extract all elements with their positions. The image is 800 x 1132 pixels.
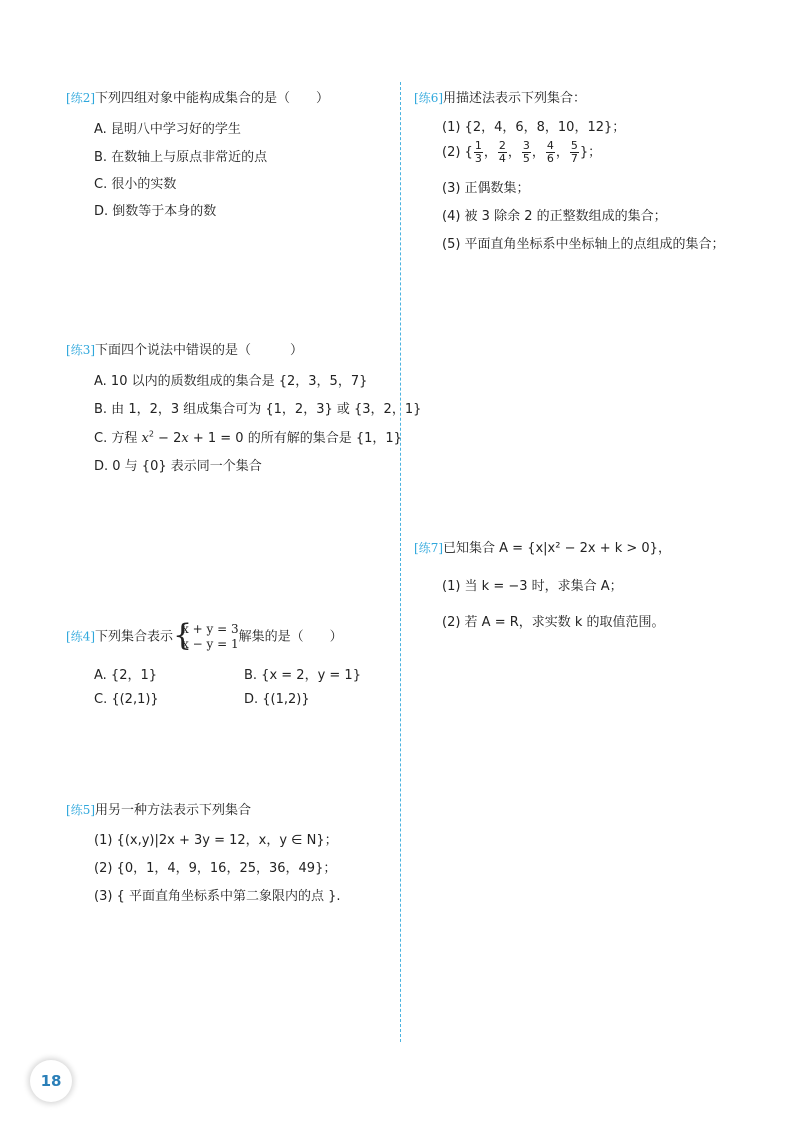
sub-item-2: (2) { $\frac{1}{3}$ ， $\frac{2}{4}$ ， $\frac{3}{5}$ ， $\frac{4}{6}$ ， $\frac{5}{7}$ }；	[442, 139, 602, 165]
option-c: C. 很小的实数	[94, 177, 177, 192]
exercise-5	[66, 800, 251, 821]
numerator: 1	[474, 139, 482, 152]
option-b: B. 在数轴上与原点非常近的点	[94, 150, 268, 165]
separator: ，	[555, 145, 569, 160]
exercise-stem: 已知集合 A = {x|x² − 2x + k > 0}，	[443, 541, 671, 556]
equation-1: x + y = 3	[182, 622, 239, 636]
option-d: D. 倒数等于本身的数	[94, 204, 217, 219]
option-b: B. {x = 2，y = 1}	[244, 668, 361, 683]
exercise-stem: 下列集合表示	[95, 629, 174, 645]
sub-item-5: (5) 平面直角坐标系中坐标轴上的点组成的集合；	[442, 237, 725, 252]
fraction	[546, 140, 555, 165]
exercise-tag: [练4]	[66, 629, 96, 644]
exercise-tag: [练5]	[66, 803, 96, 817]
fraction	[498, 140, 507, 165]
sub-item-2: (2) {0，1，4，9，16，25，36，49}；	[94, 861, 337, 876]
denominator: 5	[522, 152, 530, 165]
exercise-7	[414, 538, 671, 559]
denominator: 7	[570, 152, 578, 165]
fraction	[474, 140, 483, 165]
column-divider	[400, 82, 401, 1042]
exercise-tag: [练3]	[66, 343, 96, 357]
sub-item-1: (1) {2，4，6，8，10，12}；	[442, 120, 626, 135]
separator: ，	[483, 145, 497, 160]
sub-item-4: (4) 被 3 除余 2 的正整数组成的集合；	[442, 209, 667, 224]
denominator: 3	[474, 152, 482, 165]
sub-item-1: (1) {(x,y)|2x + 3y = 12，x，y ∈ N}；	[94, 833, 338, 848]
option-a: A. 昆明八中学习好的学生	[94, 122, 241, 137]
exercise-stem: 下列四组对象中能构成集合的是（ ）	[95, 91, 330, 106]
denominator: 4	[498, 152, 506, 165]
page-number-badge	[30, 1060, 72, 1102]
separator: ，	[531, 145, 545, 160]
exercise-stem: 用描述法表示下列集合：	[443, 91, 587, 106]
equation-system: { x + y = 3 x − y = 1	[173, 618, 239, 653]
option-d: D. {(1,2)}	[244, 692, 310, 707]
option-c: C. 方程 $x^2 - 2x + 1 = 0$ 的所有解的集合是 {1，1}	[94, 429, 402, 446]
exercise-tag: [练7]	[414, 541, 444, 555]
exercise-6	[414, 88, 586, 109]
exercise-stem-end: 解集的是（ ）	[238, 629, 343, 645]
exercise-stem: 用另一种方法表示下列集合	[95, 803, 252, 818]
denominator: 6	[546, 152, 554, 165]
page-number: 18	[40, 1072, 62, 1090]
option-d: D. 0 与 {0} 表示同一个集合	[94, 459, 262, 474]
equation-2: x − y = 1	[182, 637, 239, 651]
exercise-4	[66, 618, 343, 653]
numerator: 4	[546, 139, 554, 152]
option-b: B. 由 1，2，3 组成集合可为 {1，2，3} 或 {3，2，1}	[94, 402, 422, 417]
numerator: 2	[498, 139, 506, 152]
equation: $x^2 - 2x + 1 = 0$	[141, 429, 244, 446]
option-a: A. 10 以内的质数组成的集合是 {2，3，5，7}	[94, 374, 368, 389]
option-a: A. {2，1}	[94, 668, 158, 683]
sub-item-3: (3) 正偶数集；	[442, 181, 530, 196]
exercise-tag: [练2]	[66, 91, 96, 105]
sub-item-2: (2) 若 A = R，求实数 k 的取值范围。	[442, 615, 665, 630]
separator: ，	[507, 145, 521, 160]
exercise-tag: [练6]	[414, 91, 444, 105]
sub-item-3: (3) { 平面直角坐标系中第二象限内的点 }.	[94, 889, 341, 904]
numerator: 5	[570, 139, 578, 152]
exercise-2	[66, 88, 329, 109]
option-c: C. {(2,1)}	[94, 692, 159, 707]
sub-item-1: (1) 当 k = −3 时，求集合 A；	[442, 579, 623, 594]
exercise-stem: 下面四个说法中错误的是（ ）	[95, 343, 304, 358]
fraction	[522, 140, 531, 165]
numerator: 3	[522, 139, 530, 152]
fraction	[570, 140, 579, 165]
exercise-3	[66, 340, 303, 361]
